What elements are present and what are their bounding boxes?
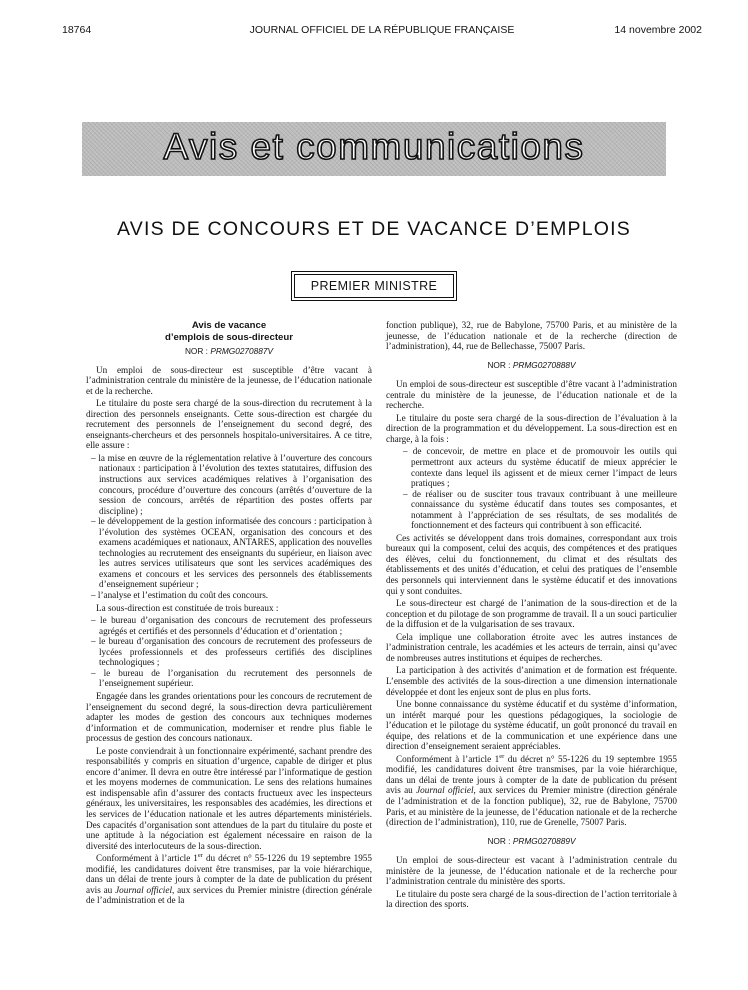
section-title: AVIS DE CONCOURS ET DE VACANCE D’EMPLOIS bbox=[117, 218, 631, 240]
duties-list bbox=[86, 453, 372, 601]
paragraph: Un emploi de sous-directeur est susceptible d’être vacant à l’administration centrale du ministère de la jeunesse, de l’éducation nationale et de la recherche. bbox=[86, 364, 372, 396]
text-run: , aux services du Premier ministre (direction générale de l’administration et de la fonction publique), 32, rue de Babylone, 75700 Paris, et au ministère de la jeunesse, de l’éducation nationale et de la recherche (direction de l’administration), 110, rue de Grenelle, 75007 Paris. bbox=[386, 785, 678, 828]
journal-name: Journal officiel bbox=[416, 785, 474, 796]
list-item: – le bureau d’organisation des concours de recrutement des professeurs agrégés et certifiés et des personnels d’éducation et d’orientation ; bbox=[86, 615, 372, 636]
article-title bbox=[86, 320, 372, 343]
list-item: – de réaliser ou de susciter tous travaux contribuant à une meilleure connaissance du système éducatif dans toutes ses composantes, et notamment à l’appréciation de ses résultats, de ses modalités de fonctionnement et des facteurs qui contribuent à son efficacité. bbox=[386, 489, 677, 531]
list-item: – l’analyse et l’estimation du coût des concours. bbox=[86, 590, 372, 601]
paragraph: La sous-direction est constituée de trois bureaux : bbox=[96, 602, 279, 613]
superscript: er bbox=[499, 752, 505, 760]
nor-label: NOR : bbox=[184, 346, 208, 356]
paragraph: Le sous-directeur est chargé de l’animation de la sous-direction et de la conception et du pilotage de son programme de travail. Il a un souci particulier de la diffusion et de la vulgarisation de ses travaux. bbox=[386, 598, 677, 630]
paragraph bbox=[386, 754, 677, 828]
nor-reference bbox=[386, 360, 677, 371]
paragraph: Le poste conviendrait à un fonctionnaire expérimenté, sachant prendre des responsabilités y compris en situation d’urgence, capable de diriger et plus encore d’animer. Il devra en outre être intéressé par l’informatique de gestion et les moyens modernes de communication. Le sens des relations humaines est indispensable afin d’assurer des contacts fructueux avec les inspecteurs généraux, les universitaires, les responsables des académies, les directions et les services de l’éducation nationale et les autres départements ministériels. Des capacités d’organisation sont attendues de la part du titulaire du poste et une aptitude à la négociation est également nécessaire en raison de la diversité des interlocuteurs de la sous-direction. bbox=[86, 745, 372, 851]
nor-code: PRMG0270888V bbox=[512, 359, 576, 370]
paragraph: Le titulaire du poste sera chargé de la sous-direction du recrutement à la direction des personnels enseignants. Cette sous-direction est chargée du recrutement des personnels de l’enseignement du second degré, des enseignants-chercheurs et des personnels hospitalo-universitaires. A ce titre, elle assure : bbox=[86, 398, 372, 451]
paragraph: Ces activités se développent dans trois domaines, correspondant aux trois bureaux qui la composent, celui des acquis, des compétences et des pratiques des élèves, celui du fonctionnement, du climat et des résultats des établissements et des unités d’éducation, et celui des pratiques de l’ensemble des personnels qui interviennent dans le système éducatif et des innovations qui y sont conduites. bbox=[386, 532, 677, 596]
paragraph: Le titulaire du poste sera chargé de la sous-direction de l’action territoriale à la direction des sports. bbox=[386, 888, 677, 910]
paragraph: Cela implique une collaboration étroite avec les autres instances de l’administration centrale, les académies et les acteurs de terrain, ainsi qu’avec de nombreuses autres institutions et équipes de recherches. bbox=[386, 631, 677, 663]
paragraph: La participation à des activités d’animation et de formation est fréquente. L’ensemble des activités de la sous-direction a une dimension internationale développée et dont les enjeux sont de plus en plus forts. bbox=[386, 665, 677, 697]
ministry-label: PREMIER MINISTRE bbox=[294, 274, 454, 298]
nor-label: NOR : bbox=[487, 359, 511, 370]
paragraph: Le titulaire du poste sera chargé de la sous-direction de l’évaluation à la direction de la programmation et du développement. La sous-direction est en charge, à la fois : bbox=[386, 412, 677, 444]
page-number: 18764 bbox=[62, 24, 92, 36]
missions-list bbox=[386, 446, 677, 530]
paragraph: Une bonne connaissance du système éducatif et du système d’information, un intérêt marqué pour les questions pédagogiques, la sociologie de l’éducation et le pilotage du système éducatif, un goût prononcé du travail en équipe, des relations et de la communication et une expérience dans une direction d’enseignement seraient appréciables. bbox=[386, 699, 677, 752]
right-column bbox=[386, 320, 677, 912]
text-run: Conformément à l’article 1 bbox=[396, 753, 500, 764]
nor-reference bbox=[386, 836, 677, 847]
banner-title: Avis et communications bbox=[163, 126, 585, 167]
paragraph: Engagée dans les grandes orientations pour les concours de recrutement de l’enseignement du second degré, la sous-direction devra particulièrement adapter les modes de gestion des concours aux techniques modernes d’information et de communication, moderniser et rendre plus fiable le processus de gestion des concours nationaux. bbox=[86, 690, 372, 744]
left-column bbox=[86, 320, 372, 908]
journal-name: Journal officiel bbox=[115, 884, 172, 895]
list-item: – la mise en œuvre de la réglementation relative à l’ouverture des concours nationaux : participation à l’évolution des textes statutaires, diffusion des instructions aux services académiques relatives à l’organisation des concours, procédure d’ouverture des concours (arrêtés d’ouverture de la session de concours, arrêtés de répartition des postes offerts par discipline) ; bbox=[86, 453, 372, 516]
paragraph: Un emploi de sous-directeur est susceptible d’être vacant à l’administration centrale du ministère de la jeunesse, de l’éducation nationale et de la recherche. bbox=[386, 379, 677, 411]
article-title-line1: Avis de vacance bbox=[191, 320, 267, 331]
text-run: Conformément à l’article 1 bbox=[96, 853, 198, 864]
paragraph: fonction publique), 32, rue de Babylone, 75700 Paris, et au ministère de la jeunesse, de l’éducation nationale et de la recherche (direction de l’administration), 44, rue de Bellechasse, 75007 Paris. bbox=[386, 320, 677, 352]
nor-code: PRMG0270887V bbox=[210, 346, 274, 356]
list-item: – de concevoir, de mettre en place et de promouvoir les outils qui permettront aux acteurs du système éducatif de mieux apprécier le contexte dans lequel ils agissent et de mieux cerner l’impact de leurs pratiques ; bbox=[386, 446, 677, 488]
nor-code: PRMG0270889V bbox=[512, 835, 576, 846]
list-item: – le bureau de l’organisation du recrutement des personnels de l’enseignement supérieur. bbox=[86, 668, 372, 689]
publication-date: 14 novembre 2002 bbox=[614, 24, 702, 36]
text-run: du décret n° 55-1226 du 19 septembre 1955 modifié, les candidatures doivent être transmises, par la voie hiérarchique, dans un délai de trente jours à compter de la date de publication du présent avis au bbox=[86, 853, 372, 895]
nor-reference bbox=[86, 346, 372, 357]
list-item: – le bureau d’organisation des concours de recrutement des professeurs de lycées professionnels et des professeurs certifiés des disciplines technologiques ; bbox=[86, 636, 372, 668]
nor-label: NOR : bbox=[487, 835, 511, 846]
journal-title: JOURNAL OFFICIEL DE LA RÉPUBLIQUE FRANÇAISE bbox=[249, 24, 515, 36]
text-run: du décret n° 55-1226 du 19 septembre 1955 modifié, les candidatures doivent être transmises, par la voie hiérarchique, dans un délai de trente jours à compter de la date de publication du présent avis au bbox=[386, 753, 677, 796]
page-header bbox=[62, 24, 702, 38]
paragraph bbox=[86, 853, 372, 906]
text-run: , aux services du Premier ministre (direction générale de l’administration et de la bbox=[86, 884, 373, 906]
paragraph: Un emploi de sous-directeur est vacant à l’administration centrale du ministère de la jeunesse, de l’éducation nationale et de la recherche pour l’administration centrale du ministère des sports. bbox=[386, 855, 677, 887]
bureaux-list bbox=[86, 615, 372, 689]
superscript: er bbox=[197, 852, 203, 860]
list-item: – le développement de la gestion informatisée des concours : participation à l’évolution des systèmes OCEAN, organisation des concours et des examens académiques et nationaux, ANTARES, application des nouvelles technologies au recrutement des enseignants du supérieur, en liaison avec les autres services utilisateurs que sont les services académiques des examens et concours et les services des personnels des établissements d’enseignement supérieur ; bbox=[86, 516, 372, 590]
article-title-line2: d’emplois de sous-directeur bbox=[165, 331, 293, 343]
